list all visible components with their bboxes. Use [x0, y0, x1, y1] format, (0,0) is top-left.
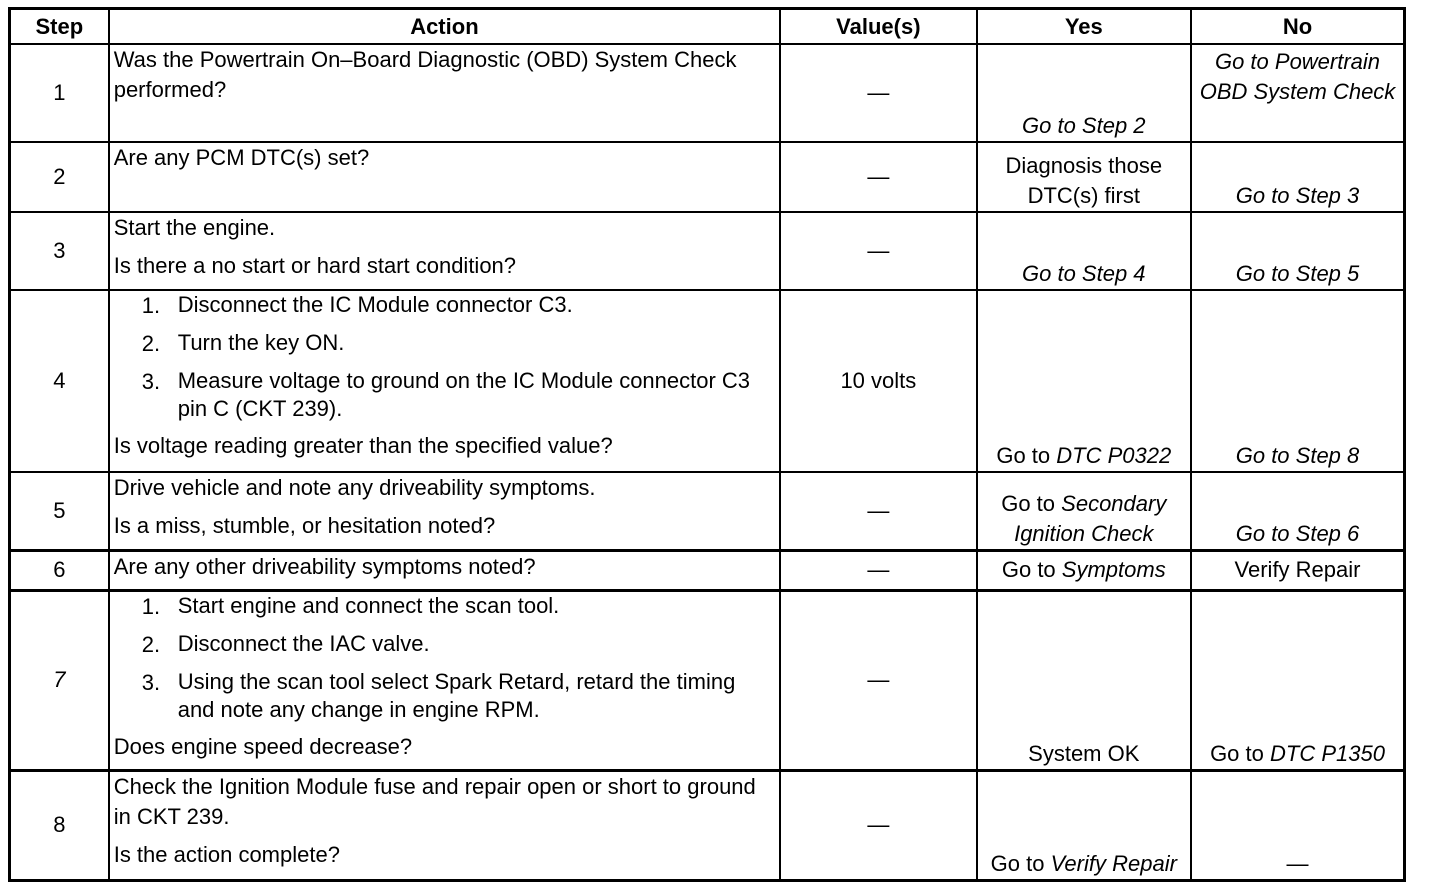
- no-cell: Verify Repair: [1191, 550, 1404, 590]
- no-cell: [1191, 44, 1404, 142]
- list-item: [114, 668, 775, 724]
- yes-link[interactable]: DTC P0322: [1056, 443, 1172, 469]
- action-text: Was the Powertrain On–Board Diagnostic (OBD) System Check performed?: [113, 47, 737, 102]
- yes-prefix: Go to: [1001, 490, 1056, 516]
- no-link[interactable]: Go to Step 8: [1235, 443, 1360, 469]
- table-row: [10, 290, 1405, 472]
- no-link[interactable]: Go to Powertrain OBD System Check: [1199, 49, 1396, 104]
- action-cell: [109, 290, 780, 472]
- yes-link[interactable]: Verify Repair: [1050, 851, 1177, 876]
- yes-cell: [977, 770, 1191, 880]
- yes-link[interactable]: Go to Step 4: [1022, 261, 1146, 287]
- no-cell: [1191, 472, 1404, 550]
- substep-list: [114, 291, 775, 423]
- yes-prefix: Go to: [1001, 557, 1056, 583]
- value-cell: —: [780, 770, 976, 880]
- value-cell: —: [780, 212, 976, 290]
- step-number: 5: [10, 472, 109, 550]
- step-number: 6: [10, 550, 109, 590]
- no-cell: [1191, 142, 1404, 212]
- no-link[interactable]: Go to Step 6: [1235, 520, 1360, 546]
- action-text: Drive vehicle and note any driveability symptoms.: [113, 475, 596, 501]
- substep-text: Using the scan tool select Spark Retard, retard the timing and note any change in engine RPM.: [177, 668, 736, 722]
- table-row: [10, 212, 1405, 290]
- value-cell: 10 volts: [780, 290, 976, 472]
- header-row: [10, 9, 1405, 45]
- list-item: [114, 592, 775, 622]
- yes-cell: [977, 472, 1191, 550]
- yes-cell: [977, 550, 1191, 590]
- substep-list: [114, 592, 775, 724]
- substep-number: 3.: [141, 669, 161, 695]
- header-action: Action: [109, 9, 780, 45]
- list-item: [114, 329, 775, 359]
- action-cell: [109, 212, 780, 290]
- substep-number: 2.: [141, 331, 161, 357]
- action-cell: [109, 44, 780, 142]
- yes-link[interactable]: Go to Step 2: [1022, 113, 1146, 139]
- action-question: Is a miss, stumble, or hesitation noted?: [113, 513, 496, 539]
- value-cell: —: [780, 472, 976, 550]
- substep-text: Measure voltage to ground on the IC Module connector C3 pin C (CKT 239).: [177, 368, 751, 422]
- yes-link[interactable]: Symptoms: [1061, 557, 1166, 583]
- table-row: [10, 44, 1405, 142]
- no-cell: [1191, 290, 1404, 472]
- substep-number: 1.: [141, 593, 161, 619]
- action-text: Start the engine.: [113, 215, 276, 241]
- yes-cell: Diagnosis those DTC(s) first: [977, 142, 1191, 212]
- substep-text: Start engine and connect the scan tool.: [177, 592, 560, 618]
- action-question: Is there a no start or hard start condition?: [113, 253, 517, 279]
- table-row: [10, 590, 1405, 770]
- action-question: Is the action complete?: [113, 841, 340, 867]
- action-cell: [109, 142, 780, 212]
- no-cell: —: [1191, 770, 1404, 880]
- value-cell: —: [780, 44, 976, 142]
- step-number: 1: [10, 44, 109, 142]
- step-number: 2: [10, 142, 109, 212]
- substep-number: 3.: [141, 369, 161, 395]
- action-question: Is voltage reading greater than the specified value?: [113, 433, 613, 459]
- value-cell: —: [780, 142, 976, 212]
- step-number: 7: [10, 590, 109, 770]
- no-link[interactable]: Go to Step 5: [1235, 261, 1360, 287]
- substep-text: Disconnect the IAC valve.: [177, 630, 430, 656]
- action-text: Check the Ignition Module fuse and repair open or short to ground in CKT 239.: [113, 773, 756, 829]
- yes-link[interactable]: Secondary Ignition Check: [1014, 490, 1167, 546]
- action-question: Does engine speed decrease?: [113, 733, 413, 759]
- list-item: [114, 630, 775, 660]
- table-row: [10, 142, 1405, 212]
- yes-cell: System OK: [977, 590, 1191, 770]
- step-number: 8: [10, 770, 109, 880]
- table-row: [10, 550, 1405, 590]
- value-cell: —: [780, 550, 976, 590]
- header-values: Value(s): [780, 9, 976, 45]
- no-link[interactable]: Go to Step 3: [1235, 183, 1360, 209]
- yes-cell: [977, 44, 1191, 142]
- step-number: 4: [10, 290, 109, 472]
- no-link[interactable]: DTC P1350: [1270, 740, 1385, 766]
- yes-prefix: Go to: [990, 851, 1045, 876]
- substep-number: 1.: [141, 293, 161, 319]
- diagnostic-table: [8, 7, 1406, 882]
- yes-prefix: Go to: [996, 443, 1051, 469]
- no-prefix: Go to: [1210, 740, 1264, 766]
- substep-text: Disconnect the IC Module connector C3.: [177, 292, 573, 318]
- action-cell: [109, 550, 780, 590]
- yes-cell: [977, 290, 1191, 472]
- table-row: [10, 770, 1405, 880]
- action-text: Are any other driveability symptoms noted?: [113, 553, 536, 579]
- substep-text: Turn the key ON.: [177, 330, 345, 356]
- header-yes: Yes: [977, 9, 1191, 45]
- step-number: 3: [10, 212, 109, 290]
- action-text: Are any PCM DTC(s) set?: [113, 145, 370, 171]
- header-step: Step: [10, 9, 109, 45]
- substep-number: 2.: [141, 631, 161, 657]
- header-no: No: [1191, 9, 1404, 45]
- no-cell: [1191, 212, 1404, 290]
- yes-cell: [977, 212, 1191, 290]
- action-cell: [109, 472, 780, 550]
- list-item: [114, 291, 775, 321]
- table-row: [10, 472, 1405, 550]
- value-cell: —: [780, 590, 976, 770]
- action-cell: [109, 590, 780, 770]
- action-cell: [109, 770, 780, 880]
- no-cell: [1191, 590, 1404, 770]
- list-item: [114, 367, 775, 423]
